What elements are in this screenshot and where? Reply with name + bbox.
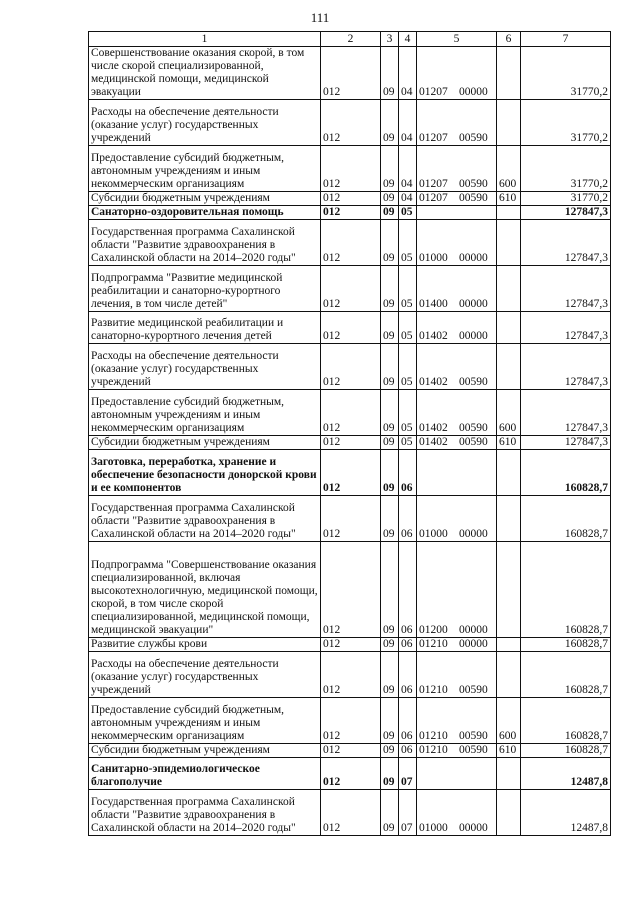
row-amount: 160828,7: [521, 698, 611, 744]
csr-program-part: 01210: [419, 744, 448, 756]
table-row: [89, 390, 611, 436]
csr-direction-part: 00590: [459, 744, 488, 756]
col-header-csr: 5: [417, 32, 497, 47]
row-name: Субсидии бюджетным учреждениям: [89, 744, 321, 758]
row-amount: 127847,3: [521, 266, 611, 312]
row-csr-code: [417, 744, 497, 758]
row-name: Предоставление субсидий бюджетным, автономным учреждениям и иным некоммерческим организациям: [89, 390, 321, 436]
csr-program-part: 01000: [419, 528, 448, 540]
row-vr-code: [497, 220, 521, 266]
row-rz-code: 09: [381, 312, 399, 344]
row-csr-code: [417, 790, 497, 836]
row-vr-code: [497, 312, 521, 344]
row-csr-code: [417, 450, 497, 496]
row-gr-code: 012: [321, 192, 381, 206]
row-pr-code: 06: [399, 450, 417, 496]
row-pr-code: 05: [399, 436, 417, 450]
row-gr-code: 012: [321, 638, 381, 652]
table-row: [89, 496, 611, 542]
row-pr-code: 05: [399, 312, 417, 344]
row-vr-code: [497, 47, 521, 100]
page-number: 111: [310, 10, 330, 25]
row-gr-code: 012: [321, 47, 381, 100]
row-pr-code: 06: [399, 638, 417, 652]
row-amount: 31770,2: [521, 100, 611, 146]
row-rz-code: 09: [381, 390, 399, 436]
csr-program-part: 01200: [419, 624, 448, 636]
csr-direction-part: 00000: [459, 528, 488, 540]
row-gr-code: 012: [321, 450, 381, 496]
row-pr-code: 05: [399, 390, 417, 436]
row-amount: 160828,7: [521, 652, 611, 698]
row-vr-code: [497, 344, 521, 390]
table-row: [89, 698, 611, 744]
row-csr-code: [417, 312, 497, 344]
row-vr-code: [497, 652, 521, 698]
table-row: [89, 638, 611, 652]
row-amount: 31770,2: [521, 146, 611, 192]
row-name: Субсидии бюджетным учреждениям: [89, 192, 321, 206]
row-rz-code: 09: [381, 192, 399, 206]
csr-program-part: 01207: [419, 178, 448, 190]
row-pr-code: 06: [399, 744, 417, 758]
table-row: [89, 192, 611, 206]
csr-program-part: 01402: [419, 436, 448, 448]
row-gr-code: 012: [321, 220, 381, 266]
row-gr-code: 012: [321, 542, 381, 638]
row-pr-code: 05: [399, 266, 417, 312]
row-pr-code: 05: [399, 220, 417, 266]
row-name: Субсидии бюджетным учреждениям: [89, 436, 321, 450]
row-pr-code: 05: [399, 344, 417, 390]
row-vr-code: [497, 100, 521, 146]
row-gr-code: 012: [321, 146, 381, 192]
row-rz-code: 09: [381, 206, 399, 220]
row-rz-code: 09: [381, 344, 399, 390]
row-pr-code: 06: [399, 698, 417, 744]
table-row: [89, 266, 611, 312]
table-row: [89, 312, 611, 344]
row-rz-code: 09: [381, 220, 399, 266]
row-amount: 127847,3: [521, 312, 611, 344]
row-vr-code: [497, 450, 521, 496]
row-gr-code: 012: [321, 436, 381, 450]
row-rz-code: 09: [381, 790, 399, 836]
row-name: Развитие службы крови: [89, 638, 321, 652]
row-rz-code: 09: [381, 436, 399, 450]
row-csr-code: [417, 47, 497, 100]
row-csr-code: [417, 390, 497, 436]
csr-direction-part: 00590: [459, 178, 488, 190]
row-vr-code: [497, 266, 521, 312]
row-pr-code: 04: [399, 100, 417, 146]
header-row: [89, 32, 611, 47]
col-header-name: 1: [89, 32, 321, 47]
col-header-gr: 2: [321, 32, 381, 47]
row-name: Предоставление субсидий бюджетным, автономным учреждениям и иным некоммерческим организациям: [89, 146, 321, 192]
row-vr-code: [497, 206, 521, 220]
row-rz-code: 09: [381, 744, 399, 758]
row-rz-code: 09: [381, 638, 399, 652]
row-vr-code: [497, 790, 521, 836]
col-header-pr: 4: [399, 32, 417, 47]
row-gr-code: 012: [321, 206, 381, 220]
row-rz-code: 09: [381, 698, 399, 744]
row-csr-code: [417, 100, 497, 146]
row-rz-code: 09: [381, 758, 399, 790]
csr-direction-part: 00000: [459, 330, 488, 342]
row-gr-code: 012: [321, 744, 381, 758]
row-amount: 12487,8: [521, 758, 611, 790]
row-csr-code: [417, 220, 497, 266]
row-pr-code: 06: [399, 496, 417, 542]
row-gr-code: 012: [321, 266, 381, 312]
row-rz-code: 09: [381, 450, 399, 496]
row-pr-code: 05: [399, 206, 417, 220]
row-gr-code: 012: [321, 758, 381, 790]
row-vr-code: 600: [497, 146, 521, 192]
row-name: Расходы на обеспечение деятельности (оказание услуг) государственных учреждений: [89, 100, 321, 146]
row-pr-code: 04: [399, 146, 417, 192]
csr-program-part: 01210: [419, 638, 448, 650]
row-pr-code: 06: [399, 542, 417, 638]
row-vr-code: [497, 496, 521, 542]
row-csr-code: [417, 638, 497, 652]
table-row: [89, 146, 611, 192]
table-row: [89, 344, 611, 390]
col-header-rz: 3: [381, 32, 399, 47]
csr-program-part: 01207: [419, 86, 448, 98]
row-vr-code: 610: [497, 436, 521, 450]
row-rz-code: 09: [381, 542, 399, 638]
csr-program-part: 01000: [419, 822, 448, 834]
row-amount: 160828,7: [521, 744, 611, 758]
row-name: Расходы на обеспечение деятельности (оказание услуг) государственных учреждений: [89, 344, 321, 390]
row-name: Санаторно-оздоровительная помощь: [89, 206, 321, 220]
row-name: Подпрограмма "Развитие медицинской реабилитации и санаторно-курортного лечения, в том числе детей": [89, 266, 321, 312]
row-pr-code: 06: [399, 652, 417, 698]
table-row: [89, 758, 611, 790]
row-amount: 127847,3: [521, 220, 611, 266]
row-csr-code: [417, 542, 497, 638]
csr-direction-part: 00590: [459, 376, 488, 388]
csr-direction-part: 00590: [459, 730, 488, 742]
row-amount: 127847,3: [521, 206, 611, 220]
row-gr-code: 012: [321, 496, 381, 542]
row-name: Санитарно-эпидемиологическое благополучие: [89, 758, 321, 790]
row-csr-code: [417, 192, 497, 206]
row-csr-code: [417, 698, 497, 744]
col-header-amount: 7: [521, 32, 611, 47]
row-pr-code: 07: [399, 758, 417, 790]
table-row: [89, 220, 611, 266]
csr-program-part: 01210: [419, 730, 448, 742]
row-csr-code: [417, 344, 497, 390]
table-row: [89, 206, 611, 220]
csr-direction-part: 00590: [459, 684, 488, 696]
csr-direction-part: 00590: [459, 422, 488, 434]
row-name: Предоставление субсидий бюджетным, автономным учреждениям и иным некоммерческим организациям: [89, 698, 321, 744]
row-amount: 160828,7: [521, 450, 611, 496]
row-vr-code: [497, 758, 521, 790]
csr-program-part: 01000: [419, 252, 448, 264]
csr-direction-part: 00000: [459, 638, 488, 650]
csr-direction-part: 00590: [459, 192, 488, 204]
row-amount: 12487,8: [521, 790, 611, 836]
row-amount: 160828,7: [521, 542, 611, 638]
row-vr-code: 610: [497, 744, 521, 758]
row-rz-code: 09: [381, 100, 399, 146]
csr-direction-part: 00590: [459, 436, 488, 448]
row-gr-code: 012: [321, 312, 381, 344]
row-pr-code: 07: [399, 790, 417, 836]
row-amount: 31770,2: [521, 47, 611, 100]
row-name: Совершенствование оказания скорой, в том числе скорой специализированной, медицинской помощи, медицинской эвакуации: [89, 47, 321, 100]
row-gr-code: 012: [321, 100, 381, 146]
row-rz-code: 09: [381, 47, 399, 100]
table-row: [89, 790, 611, 836]
row-gr-code: 012: [321, 698, 381, 744]
csr-direction-part: 00000: [459, 822, 488, 834]
csr-program-part: 01207: [419, 132, 448, 144]
row-name: Заготовка, переработка, хранение и обеспечение безопасности донорской крови и ее компонентов: [89, 450, 321, 496]
row-gr-code: 012: [321, 790, 381, 836]
row-rz-code: 09: [381, 146, 399, 192]
row-csr-code: [417, 496, 497, 542]
csr-program-part: 01402: [419, 422, 448, 434]
csr-program-part: 01210: [419, 684, 448, 696]
row-gr-code: 012: [321, 344, 381, 390]
row-vr-code: 600: [497, 390, 521, 436]
row-vr-code: [497, 542, 521, 638]
row-csr-code: [417, 436, 497, 450]
row-name: Государственная программа Сахалинской области "Развитие здравоохранения в Сахалинской области на 2014–2020 годы": [89, 220, 321, 266]
row-amount: 127847,3: [521, 344, 611, 390]
row-amount: 160828,7: [521, 496, 611, 542]
row-name: Государственная программа Сахалинской области "Развитие здравоохранения в Сахалинской области на 2014–2020 годы": [89, 496, 321, 542]
row-pr-code: 04: [399, 192, 417, 206]
row-name: Государственная программа Сахалинской области "Развитие здравоохранения в Сахалинской области на 2014–2020 годы": [89, 790, 321, 836]
csr-program-part: 01207: [419, 192, 448, 204]
csr-program-part: 01400: [419, 298, 448, 310]
col-header-vr: 6: [497, 32, 521, 47]
row-rz-code: 09: [381, 652, 399, 698]
row-csr-code: [417, 206, 497, 220]
csr-direction-part: 00590: [459, 132, 488, 144]
csr-direction-part: 00000: [459, 86, 488, 98]
table-row: [89, 744, 611, 758]
row-name: Расходы на обеспечение деятельности (оказание услуг) государственных учреждений: [89, 652, 321, 698]
budget-table: [88, 31, 611, 836]
csr-direction-part: 00000: [459, 298, 488, 310]
csr-direction-part: 00000: [459, 252, 488, 264]
row-gr-code: 012: [321, 390, 381, 436]
row-amount: 127847,3: [521, 390, 611, 436]
table-row: [89, 450, 611, 496]
csr-program-part: 01402: [419, 330, 448, 342]
row-csr-code: [417, 146, 497, 192]
row-amount: 127847,3: [521, 436, 611, 450]
row-rz-code: 09: [381, 496, 399, 542]
row-csr-code: [417, 266, 497, 312]
row-vr-code: [497, 638, 521, 652]
table-row: [89, 652, 611, 698]
table-row: [89, 100, 611, 146]
row-vr-code: 600: [497, 698, 521, 744]
row-rz-code: 09: [381, 266, 399, 312]
row-vr-code: 610: [497, 192, 521, 206]
row-amount: 160828,7: [521, 638, 611, 652]
csr-program-part: 01402: [419, 376, 448, 388]
table-row: [89, 47, 611, 100]
row-pr-code: 04: [399, 47, 417, 100]
row-name: Развитие медицинской реабилитации и санаторно-курортного лечения детей: [89, 312, 321, 344]
csr-direction-part: 00000: [459, 624, 488, 636]
row-gr-code: 012: [321, 652, 381, 698]
row-csr-code: [417, 652, 497, 698]
row-csr-code: [417, 758, 497, 790]
row-name: Подпрограмма "Совершенствование оказания специализированной, включая высокотехнологичную, медицинской помощи, скорой, в том числе скорой специализированной, медицинской помощи, медицинской эвакуации": [89, 542, 321, 638]
table-row: [89, 542, 611, 638]
table-row: [89, 436, 611, 450]
row-amount: 31770,2: [521, 192, 611, 206]
